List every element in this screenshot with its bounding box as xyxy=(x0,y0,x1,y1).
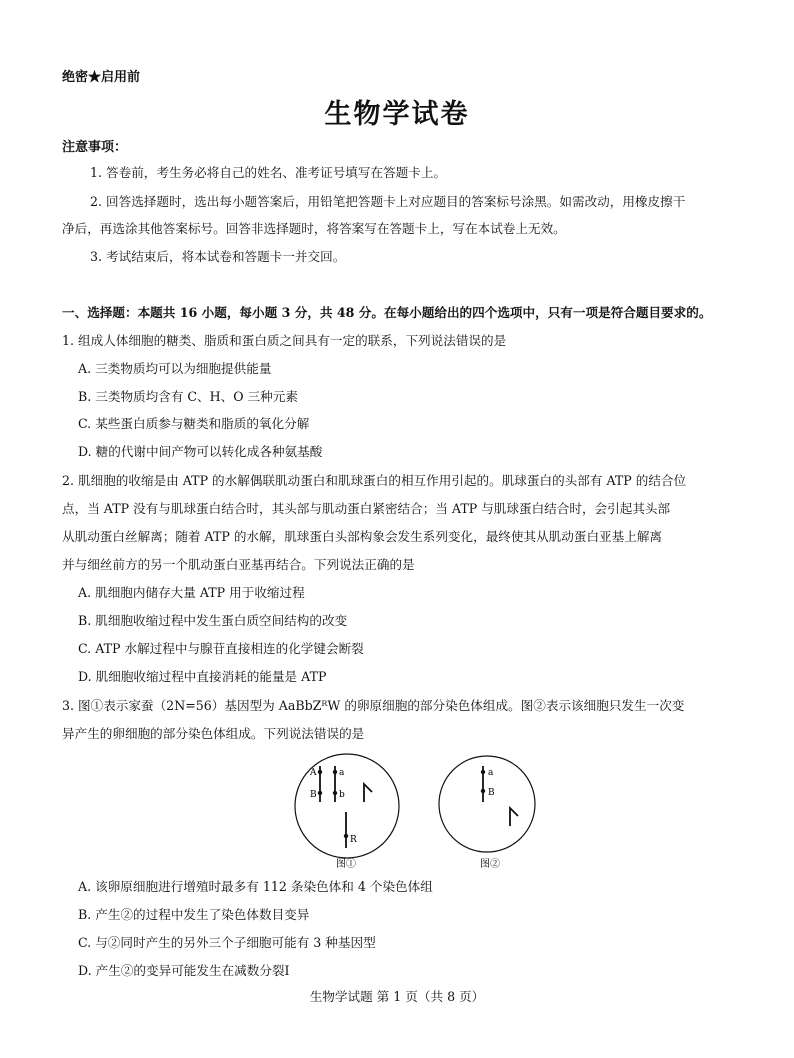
centromere xyxy=(333,791,337,795)
chromosome-figure xyxy=(290,752,530,872)
secret-label: 绝密★启用前 xyxy=(62,70,141,85)
figure-caption: 图② xyxy=(480,859,500,870)
gene-label: A xyxy=(310,768,317,778)
notice-line: 净后，再选涂其他答案标号。回答非选择题时，将答案写在答题卡上，写在本试卷上无效。 xyxy=(62,221,566,236)
gene-label: a xyxy=(488,768,494,778)
centromere xyxy=(333,770,337,774)
w-chromosome xyxy=(510,808,518,826)
option: C. 与②同时产生的另外三个子细胞可能有 3 种基因型 xyxy=(78,935,376,950)
gene-label: B xyxy=(488,788,495,798)
notice-line: 1. 答卷前，考生务必将自己的姓名、准考证号填写在答题卡上。 xyxy=(90,165,447,180)
option: D. 产生②的变异可能发生在减数分裂Ⅰ xyxy=(78,963,290,978)
notice-heading: 注意事项： xyxy=(62,140,128,155)
centromere xyxy=(344,834,348,838)
option: D. 肌细胞收缩过程中直接消耗的能量是 ATP xyxy=(78,669,327,684)
notice-line: 2. 回答选择题时，选出每小题答案后，用铅笔把答题卡上对应题目的答案标号涂黑。如需改动，用橡皮擦干 xyxy=(90,194,686,209)
option: B. 三类物质均含有 C、H、O 三种元素 xyxy=(78,389,298,404)
centromere xyxy=(481,770,485,774)
option: B. 产生②的过程中发生了染色体数目变异 xyxy=(78,907,310,922)
centromere xyxy=(318,791,322,795)
notice-line: 3. 考试结束后，将本试卷和答题卡一并交回。 xyxy=(90,249,346,264)
option: D. 糖的代谢中间产物可以转化成各种氨基酸 xyxy=(78,444,323,459)
question-stem: 从肌动蛋白丝解离；随着 ATP 的水解，肌球蛋白头部构象会发生系列变化，最终使其从肌动蛋白亚基上解离 xyxy=(62,529,663,544)
question-stem: 2. 肌细胞的收缩是由 ATP 的水解偶联肌动蛋白和肌球蛋白的相互作用引起的。肌球蛋白的头部有 ATP 的结合位 xyxy=(62,473,687,488)
option: A. 该卵原细胞进行增殖时最多有 112 条染色体和 4 个染色体组 xyxy=(78,879,433,894)
question-stem: 异产生的卵细胞的部分染色体组成。下列说法错误的是 xyxy=(62,726,365,741)
question-stem: 并与细丝前方的另一个肌动蛋白亚基再结合。下列说法正确的是 xyxy=(62,557,415,572)
centromere xyxy=(318,770,322,774)
page-footer: 生物学试题 第 1 页（共 8 页） xyxy=(309,989,485,1004)
gene-label: R xyxy=(350,835,357,845)
section-heading: 一、选择题：本题共 16 小题，每小题 3 分，共 48 分。在每小题给出的四个选项中，只有一项是符合题目要求的。 xyxy=(62,305,712,320)
question-stem: 1. 组成人体细胞的糖类、脂质和蛋白质之间具有一定的联系，下列说法错误的是 xyxy=(62,333,507,348)
gene-label: B xyxy=(310,790,317,800)
option: C. ATP 水解过程中与腺苷直接相连的化学键会断裂 xyxy=(78,641,364,656)
w-chromosome xyxy=(364,784,372,802)
option: B. 肌细胞收缩过程中发生蛋白质空间结构的改变 xyxy=(78,613,348,628)
question-stem: 点，当 ATP 没有与肌球蛋白结合时，其头部与肌动蛋白紧密结合；当 ATP 与肌球蛋白结合时，会引起其头部 xyxy=(62,501,671,516)
option: C. 某些蛋白质参与糖类和脂质的氧化分解 xyxy=(78,416,310,431)
gene-label: a xyxy=(339,768,345,778)
option: A. 肌细胞内储存大量 ATP 用于收缩过程 xyxy=(78,585,305,600)
gene-label: b xyxy=(339,790,345,800)
centromere xyxy=(481,789,485,793)
option: A. 三类物质均可以为细胞提供能量 xyxy=(78,361,272,376)
page-title: 生物学试卷 xyxy=(324,99,470,130)
cell-circle-2 xyxy=(439,756,535,852)
question-stem: 3. 图①表示家蚕（2N=56）基因型为 AaBbZᴿW 的卵原细胞的部分染色体组成。图②表示该细胞只发生一次变 xyxy=(62,698,685,713)
figure-caption: 图① xyxy=(336,859,356,870)
